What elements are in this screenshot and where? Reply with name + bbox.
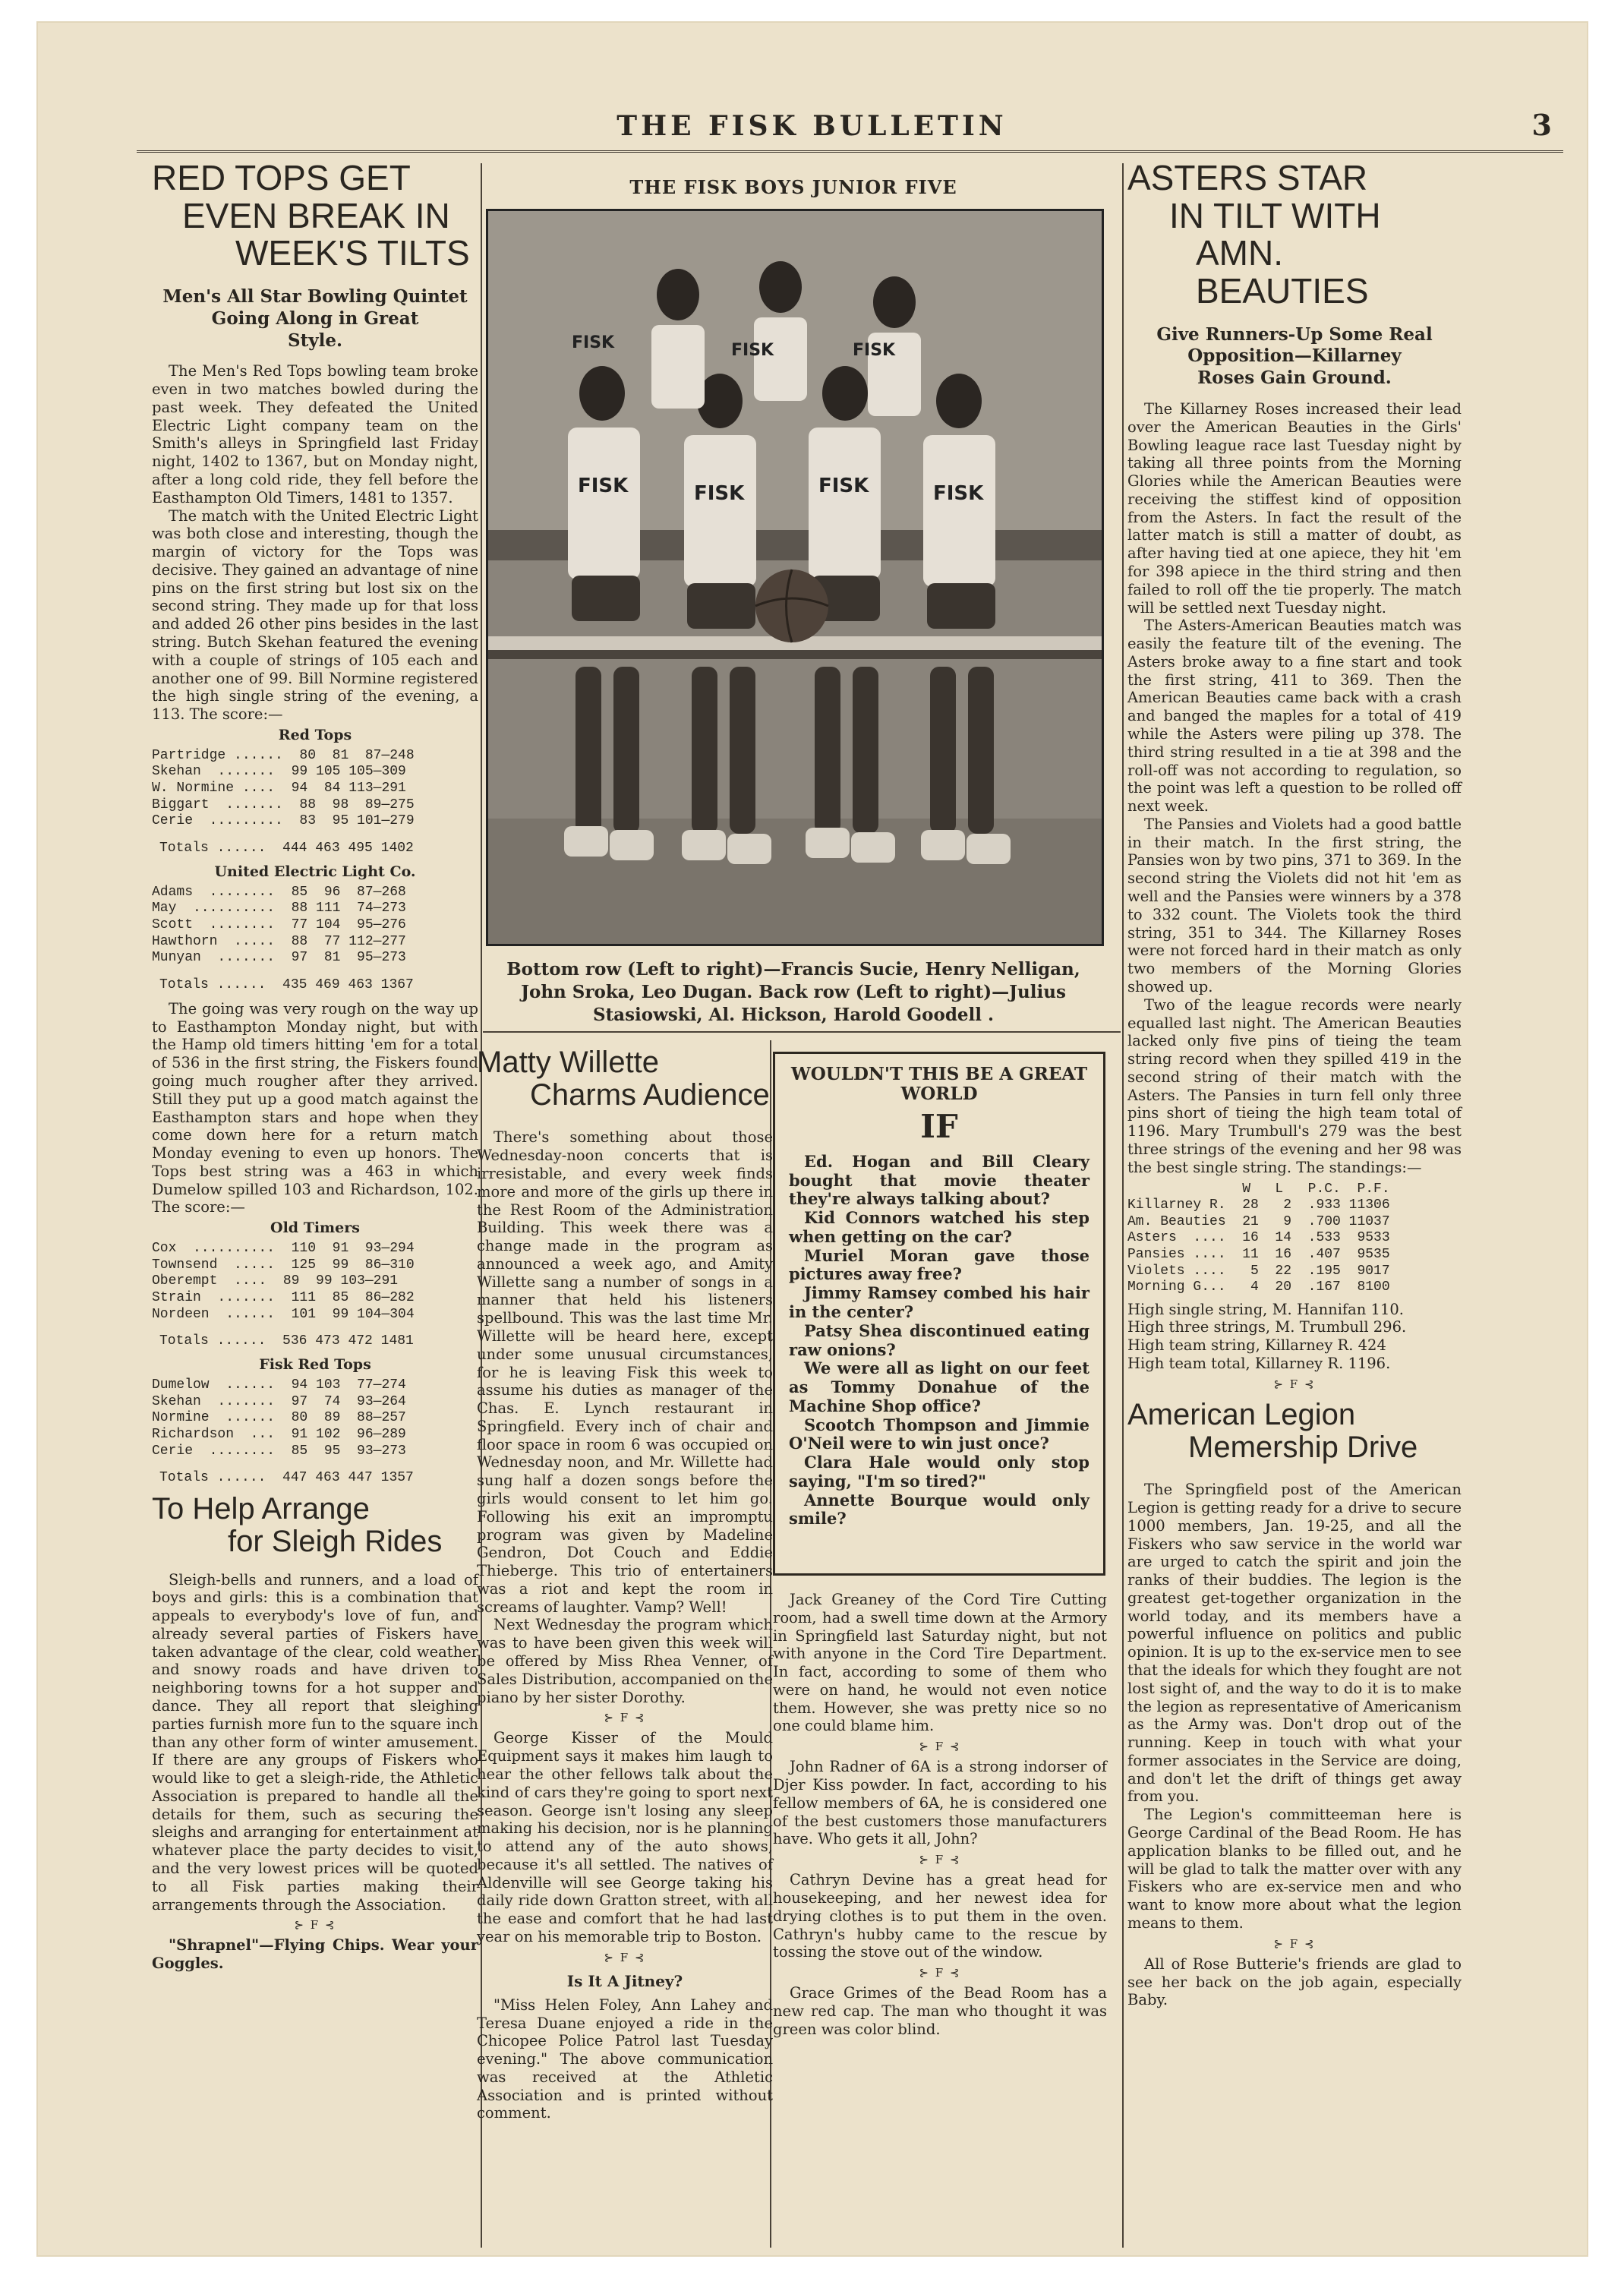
paragraph: Two of the league records were nearly equalled last night. The American Beauties lacked only five pins of tieing the team string record when they spilled 419 in the second string of their match with the Asters. The Pansies in turn fell only three pins short of tieing the high team total of 1196. Mary Trumbull's 279 was the best three strings of the evening and her 98 was the best single string. The standings:—	[1127, 995, 1462, 1176]
column-4	[1127, 159, 1462, 2009]
team-photo-illustration	[488, 211, 1102, 944]
photo-title: THE FISK BOYS JUNIOR FIVE	[629, 176, 957, 198]
paragraph: John Radner of 6A is a strong indorser of Djer Kiss powder. In fact, according to his fellow members of 6A, he is considered one of the best customers those manufacturers have. Who gets it all, John?	[773, 1758, 1107, 1848]
separator-ornament: ⊱ F ⊰	[294, 1918, 336, 1933]
separator-ornament: ⊱ F ⊰	[919, 1853, 961, 1867]
table-total: Totals ...... 536 473 472 1481	[159, 1333, 414, 1349]
separator-ornament: ⊱ F ⊰	[604, 1711, 646, 1725]
table-row: Am. Beauties 21 9 .700 11037	[1127, 1213, 1390, 1229]
page-number: 3	[1531, 108, 1552, 142]
table-row: Asters .... 16 14 .533 9533	[1127, 1230, 1390, 1246]
table-row: W. Normine .... 94 84 113—291	[152, 781, 406, 797]
jersey-text: FISK	[572, 333, 615, 352]
list-item: High three strings, M. Trumbull 296.	[1127, 1318, 1407, 1336]
table-total: Totals ...... 435 469 463 1367	[159, 977, 414, 992]
box-if: IF	[920, 1107, 958, 1145]
table-title: Old Timers	[270, 1219, 360, 1237]
list-item: Kid Connors watched his step when getting on the car?	[789, 1208, 1089, 1246]
table-total: Totals ...... 444 463 495 1402	[159, 840, 414, 856]
list-item: High team total, Killarney R. 1196.	[1127, 1355, 1391, 1373]
jersey-text: FISK	[578, 475, 629, 497]
column-3	[773, 1591, 1107, 2038]
table-row: Oberempt .... 89 99 103—291	[152, 1273, 399, 1289]
subheading-jitney: Is It A Jitney?	[566, 1971, 683, 1990]
paragraph: Next Wednesday the program which was to have been given this week will be offered by Miss Rhea Venner, of Sales Distribution, accompanied on the piano by her sister Dorothy.	[477, 1616, 773, 1706]
column-2	[477, 1040, 773, 2122]
paragraph: The Men's Red Tops bowling team broke even in two matches bowled during the past week. They defeated the United Electric Light company team on the Smith's alleys in Springfield last Friday night, 1402 to 1367, but on Monday night, after a long cold ride, they fell before the Easthampton Old Timers, 1481 to 1357.	[152, 362, 478, 506]
headline-american-legion: American Legion Memership Drive	[1127, 1397, 1418, 1464]
paragraph: All of Rose Butterie's friends are glad to see her back on the job again, especially Baby.	[1127, 1955, 1462, 2009]
table-title: United Electric Light Co.	[214, 863, 416, 880]
table-title: Fisk Red Tops	[259, 1356, 371, 1374]
table-row: Munyan ....... 97 81 95—273	[152, 950, 406, 966]
table-row: Skehan ....... 97 74 93—264	[152, 1393, 406, 1409]
team-photograph	[486, 209, 1104, 946]
jersey-text: FISK	[694, 482, 745, 505]
photo-bottom-rule	[483, 1031, 1121, 1033]
list-item: Patsy Shea discontinued eating raw onions?	[789, 1320, 1089, 1359]
list-item: Annette Bourque would only smile?	[789, 1490, 1089, 1529]
list-item: Ed. Hogan and Bill Cleary bought that movie theater they're always talking about?	[789, 1151, 1089, 1209]
newspaper-title: THE FISK BULLETIN	[616, 110, 1008, 142]
paragraph: The Pansies and Violets had a good battle in their match. In the first string, the Pansies won by two pins, 371 to 369. In the second string the Violets did not hit 'em as well and the Pansies were winners by a 378 to 332 count. The Violets took the third string, 351 to 344. The Killarney Roses were not forced hard in their match as only two members of the Morning Glories showed up.	[1127, 815, 1462, 995]
records-list	[1127, 1301, 1462, 1373]
jersey-text: FISK	[933, 482, 984, 505]
paragraph: The Springfield post of the American Legion is getting ready for a drive to secure 1000 members, Jan. 19-25, and all the Fiskers who saw service in the world war are urged to catch the spirit and join the ranks of their buddies. The legion is the greatest get-together organization in the world today, and its members have a powerful influence on politics and public opinion. It is up to the ex-service men to see that the ideals for which they fought are not lost sight of, and the way to do it is to make the legion as representative of Americanism as the Army was. Don't drop out of the running. Keep in touch with what your former associates in the Service are doing, and don't let the drift of things get away from you.	[1127, 1481, 1462, 1806]
headline-red-tops: RED TOPS GET EVEN BREAK IN WEEK'S TILTS	[152, 158, 470, 273]
paragraph: Jack Greaney of the Cord Tire Cutting room, had a swell time down at the Armory in Springfield last Saturday night, but not with anyone in the Cord Tire Department. In fact, according to some of them who were on hand, he would not even notice them. However, she was pretty nice so no one could blame him.	[773, 1591, 1107, 1735]
list-item: Scootch Thompson and Jimmie O'Neil were to win just once?	[789, 1415, 1089, 1453]
table-row: W L P.C. P.F.	[1127, 1181, 1390, 1197]
paragraph: Sleigh-bells and runners, and a load of boys and girls: this is a combination that appeals to everybody's love of fun, and already several parties of Fiskers have taken advantage of the clear, cold weather and snowy roads and have driven to neighboring towns for a hot supper and dance. They all report that sleighing parties furnish more fun to the square inch than any other form of winter amusement. If there are any groups of Fiskers who would like to get a sleigh-ride, the Athletic Association is prepared to handle all the details for them, such as securing the sleighs and arranging for entertainment at whatever place the party decides to visit, and the very lowest prices will be quoted to all Fisk parties making their arrangements through the Association.	[152, 1570, 478, 1914]
paragraph: The match with the United Electric Light was both close and interesting, though the margin of victory for the Tops was decisive. They gained an advantage of nine pins on the first string but lost six on the second string. They made up for that loss and added 26 other pins besides in the last string. Butch Skehan featured the evening with a couple of strings of 105 each and another one of 99. Bill Normine registered the high single string of the evening, a 113. The score:—	[152, 506, 478, 724]
table-title: Red Tops	[278, 726, 352, 743]
table-row: Pansies .... 11 16 .407 9535	[1127, 1246, 1390, 1262]
table-row: Strain ....... 111 85 86—282	[152, 1289, 415, 1305]
score-table	[152, 1241, 478, 1323]
table-row: Adams ........ 85 96 87—268	[152, 884, 406, 900]
table-row: May .......... 88 111 74—273	[152, 901, 406, 917]
paragraph: The Killarney Roses increased their lead over the American Beauties in the Girls' Bowling league race last Tuesday night by taking all three points from the Morning Glories while the American Beauties were receiving the stiffest kind of opposition from the Asters. In fact the result of the latter match is still a matter of doubt, as after having tied at one apiece, they hit 'em for 398 apiece in the third string and then failed to roll off the tie properly. The match will be settled next Tuesday night.	[1127, 399, 1462, 617]
table-row: Richardson ... 91 102 96—289	[152, 1426, 406, 1442]
column-rule-2	[1122, 163, 1124, 2248]
paragraph: "Shrapnel"—Flying Chips. Wear your Goggles.	[152, 1936, 478, 1973]
table-row: Nordeen ...... 101 99 104—304	[152, 1306, 415, 1322]
paragraph: Cathryn Devine has a great head for housekeeping, and her newest idea for drying clothes is to put them in the oven. Cathryn's hubby came to the rescue by tossing the stove out of the window.	[773, 1871, 1107, 1961]
table-row: Cox .......... 110 91 93—294	[152, 1241, 415, 1257]
table-row: Morning G... 4 20 .167 8100	[1127, 1279, 1390, 1295]
subhead-asters: Give Runners-Up Some Real Opposition—Killarney Roses Gain Ground.	[1156, 323, 1433, 389]
table-row: Cerie ........ 85 95 93—273	[152, 1443, 406, 1459]
headline-sleigh-rides: To Help Arrange for Sleigh Rides	[152, 1492, 443, 1559]
score-table	[152, 1377, 478, 1459]
list-item: We were all as light on our feet as Tommy Donahue of the Machine Shop office?	[789, 1358, 1089, 1415]
paragraph: The Legion's committeeman here is George Cardinal of the Bead Room. He has application blanks to be filled out, and he will be glad to talk the matter over with any Fiskers who are ex-service men and who want to know more about what the legion means to them.	[1127, 1806, 1462, 1932]
table-row: Dumelow ...... 94 103 77—274	[152, 1377, 406, 1393]
great-world-box	[773, 1052, 1105, 1576]
table-total: Totals ...... 447 463 447 1357	[159, 1470, 414, 1486]
list-item: High team string, Killarney R. 424	[1127, 1336, 1386, 1355]
separator-ornament: ⊱ F ⊰	[919, 1966, 961, 1980]
table-row: Scott ........ 77 104 95—276	[152, 917, 406, 933]
paragraph: There's something about those Wednesday-noon concerts that is irresistable, and every week finds more and more of the girls up there in the Rest Room of the Administration Building. This week there was a change made in the program as announced a week ago, and Amity Willette sang a number of songs in a manner that held his listeners spellbound. This was the last time Mr. Willette will be heard here, except under some unusual circumstances, for he is leaving Fisk this week to assume his duties as manager of the Chas. E. Lynch restaurant in Springfield. Every inch of chair and floor space in room 6 was occupied on Wednesday noon, and Mr. Willette had sung half a dozen songs before the girls would consent to let him go. Following his exit an impromptu program was given by Madeline Gendron, Dot Couch and Eddie Thieberge. This trio of entertainers was a riot and kept the room in screams of laughter. Vamp? Well!	[477, 1128, 773, 1616]
separator-ornament: ⊱ F ⊰	[604, 1950, 646, 1964]
table-row: Normine ...... 80 89 88—257	[152, 1410, 406, 1426]
jersey-text: FISK	[731, 341, 774, 360]
basketball	[755, 570, 828, 642]
paragraph: The going was very rough on the way up to Easthampton Monday night, but with the Hamp old timers hitting 'em for a total of 536 in the first string, the Fiskers found going much rougher after they arrived. Still they put up a good match against the Easthampton stars and hope when they come down here for a return match Monday evening to even up honors. The Tops best string was a 463 in which Dumelow spilled 103 and Richardson, 102. The score:—	[152, 999, 478, 1216]
column-1	[152, 159, 478, 1973]
table-row: Townsend ..... 125 99 86—310	[152, 1257, 415, 1273]
headline-matty-willette: Matty Willette Charms Audience	[477, 1046, 770, 1112]
table-row: Cerie ......... 83 95 101—279	[152, 813, 415, 829]
paragraph: "Miss Helen Foley, Ann Lahey and Teresa Duane enjoyed a ride in the Chicopee Police Patrol last Tuesday evening." The above communication was received at the Athletic Association and is printed without comment.	[477, 1996, 773, 2122]
paragraph: The Asters-American Beauties match was easily the feature tilt of the evening. The Asters broke away to a fine start and took the first string, 411 to 369. Then the American Beauties came back with a crash and banged the maples for a total of 419 while the Asters were piling up 378. The third string resulted in a tie at 398 and the roll-off was not according to regulation, so the point was left a question to be rolled off next week.	[1127, 617, 1462, 816]
table-row: Biggart ....... 88 98 89—275	[152, 797, 415, 812]
headline-asters: ASTERS STAR IN TILT WITH AMN. BEAUTIES	[1127, 158, 1381, 311]
standings-table	[1127, 1182, 1462, 1296]
list-item: Jimmy Ramsey combed his hair in the center?	[789, 1283, 1089, 1321]
table-row: Killarney R. 28 2 .933 11306	[1127, 1197, 1390, 1213]
list-item: High single string, M. Hannifan 110.	[1127, 1300, 1404, 1318]
separator-ornament: ⊱ F ⊰	[1273, 1936, 1316, 1951]
jersey-text: FISK	[853, 341, 896, 360]
score-table	[152, 748, 478, 830]
subhead-red-tops: Men's All Star Bowling Quintet Going Along in Great Style.	[162, 286, 468, 351]
table-row: Hawthorn ..... 88 77 112—277	[152, 933, 406, 949]
header-rule	[137, 150, 1563, 153]
separator-ornament: ⊱ F ⊰	[919, 1740, 961, 1754]
list-item: Clara Hale would only stop saying, "I'm so tired?"	[789, 1453, 1089, 1491]
paragraph: Grace Grimes of the Bead Room has a new red cap. The man who thought it was green was color blind.	[773, 1984, 1107, 2038]
score-table	[152, 885, 478, 967]
list-item: Muriel Moran gave those pictures away free?	[789, 1245, 1089, 1284]
table-row: Partridge ...... 80 81 87—248	[152, 747, 415, 763]
table-row: Violets .... 5 22 .195 9017	[1127, 1263, 1390, 1279]
photo-caption: Bottom row (Left to right)—Francis Sucie, Henry Nelligan, John Sroka, Leo Dugan. Back row (Left to right)—Julius Stasiowski, Al. Hickson, Harold Goodell .	[506, 959, 1080, 1025]
jersey-text: FISK	[818, 475, 869, 497]
paragraph: George Kisser of the Mould Equipment says it makes him laugh to hear the other fellows talk about the kind of cars they're going to sport next season. George isn't losing any sleep making his decision, nor is he planning to attend any of the auto shows, because it's all settled. The natives of Aldenville will see George taking his daily ride down Gratton street, with all the ease and comfort that he had last year on his memorable trip to Boston.	[477, 1729, 773, 1945]
table-row: Skehan ....... 99 105 105—309	[152, 764, 406, 780]
box-title: WOULDN'T THIS BE A GREAT WORLD	[790, 1064, 1088, 1105]
separator-ornament: ⊱ F ⊰	[1273, 1377, 1316, 1391]
